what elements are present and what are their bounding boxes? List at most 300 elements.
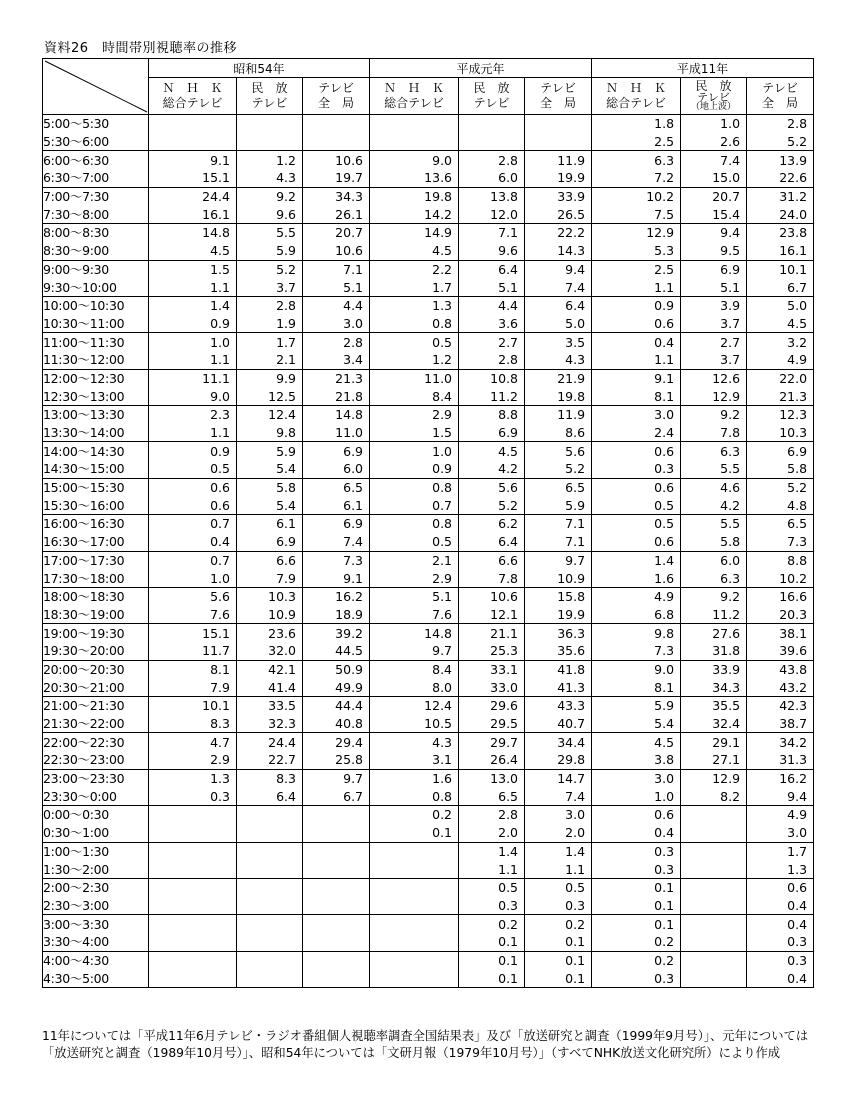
value-cell-h1-nhk: 8.4	[370, 387, 459, 405]
table-row	[43, 878, 814, 896]
value-cell-h1-nhk	[370, 915, 459, 933]
time-slot-cell: 8:30〜9:00	[43, 242, 149, 260]
value-cell-h11-min: 35.5	[681, 697, 747, 715]
value-cell-h11-nhk: 1.1	[592, 278, 681, 296]
value-cell-h11-all: 1.7	[747, 842, 814, 860]
time-slot-cell: 15:30〜16:00	[43, 496, 149, 514]
value-cell-s54-all: 6.5	[303, 478, 370, 496]
value-cell-s54-nhk: 7.6	[149, 606, 237, 624]
value-cell-h1-min: 2.0	[459, 824, 525, 842]
value-cell-h11-all: 6.7	[747, 278, 814, 296]
value-cell-h11-nhk: 0.6	[592, 478, 681, 496]
value-cell-h1-all: 1.4	[525, 842, 592, 860]
value-cell-h11-all: 10.1	[747, 260, 814, 278]
table-row	[43, 169, 814, 187]
value-cell-s54-min: 41.4	[237, 678, 303, 696]
time-slot-cell: 9:00〜9:30	[43, 260, 149, 278]
value-cell-s54-min: 5.4	[237, 496, 303, 514]
value-cell-s54-all	[303, 897, 370, 915]
value-cell-h11-all: 0.3	[747, 933, 814, 951]
value-cell-h1-nhk: 0.8	[370, 478, 459, 496]
value-cell-s54-nhk: 7.9	[149, 678, 237, 696]
value-cell-s54-all: 4.4	[303, 296, 370, 314]
value-cell-h11-nhk: 0.6	[592, 315, 681, 333]
value-cell-h11-nhk: 5.3	[592, 242, 681, 260]
value-cell-s54-all: 10.6	[303, 151, 370, 169]
value-cell-s54-all: 6.1	[303, 496, 370, 514]
value-cell-s54-all: 6.9	[303, 442, 370, 460]
value-cell-h1-all: 7.1	[525, 515, 592, 533]
col-nhk: Ｎ Ｈ Ｋ 総合テレビ	[370, 78, 459, 115]
value-cell-h11-min: 6.3	[681, 569, 747, 587]
value-cell-h1-all: 6.4	[525, 296, 592, 314]
value-cell-h11-min: 2.7	[681, 333, 747, 351]
value-cell-s54-all: 14.8	[303, 406, 370, 424]
value-cell-h1-nhk: 4.3	[370, 733, 459, 751]
value-cell-s54-all: 39.2	[303, 624, 370, 642]
value-cell-h1-min: 21.1	[459, 624, 525, 642]
table-row	[43, 187, 814, 205]
value-cell-h11-min: 5.5	[681, 460, 747, 478]
value-cell-h1-all: 29.8	[525, 751, 592, 769]
value-cell-h11-nhk: 9.0	[592, 660, 681, 678]
value-cell-h1-all: 0.2	[525, 915, 592, 933]
value-cell-h11-nhk: 0.6	[592, 806, 681, 824]
value-cell-s54-nhk: 1.5	[149, 260, 237, 278]
table-row	[43, 442, 814, 460]
value-cell-h11-nhk: 6.3	[592, 151, 681, 169]
value-cell-s54-nhk: 1.0	[149, 333, 237, 351]
time-slot-cell: 11:00〜11:30	[43, 333, 149, 351]
value-cell-h1-all: 9.4	[525, 260, 592, 278]
value-cell-h1-nhk: 0.8	[370, 315, 459, 333]
value-cell-h11-min: 5.8	[681, 533, 747, 551]
value-cell-h1-nhk: 7.6	[370, 606, 459, 624]
value-cell-h11-nhk: 0.3	[592, 969, 681, 987]
time-slot-cell: 7:30〜8:00	[43, 205, 149, 223]
time-slot-cell: 1:30〜2:00	[43, 860, 149, 878]
value-cell-h11-nhk: 2.5	[592, 260, 681, 278]
value-cell-h1-min: 4.5	[459, 442, 525, 460]
value-cell-h1-nhk	[370, 860, 459, 878]
time-slot-cell: 15:00〜15:30	[43, 478, 149, 496]
value-cell-h1-min: 29.7	[459, 733, 525, 751]
time-slot-cell: 0:00〜0:30	[43, 806, 149, 824]
value-cell-h1-nhk: 19.8	[370, 187, 459, 205]
value-cell-h1-all: 14.7	[525, 769, 592, 787]
value-cell-s54-min: 10.3	[237, 587, 303, 605]
value-cell-h1-min: 3.6	[459, 315, 525, 333]
value-cell-s54-nhk: 0.6	[149, 478, 237, 496]
value-cell-h1-min: 2.8	[459, 351, 525, 369]
value-cell-h1-all: 5.6	[525, 442, 592, 460]
value-cell-h11-all: 4.9	[747, 806, 814, 824]
value-cell-s54-all: 18.9	[303, 606, 370, 624]
value-cell-h11-all: 34.2	[747, 733, 814, 751]
table-row	[43, 787, 814, 805]
value-cell-h11-all: 12.3	[747, 406, 814, 424]
value-cell-h11-all: 5.2	[747, 478, 814, 496]
corner-diagonal	[43, 59, 149, 114]
value-cell-h1-min: 0.1	[459, 951, 525, 969]
value-cell-h11-nhk: 0.9	[592, 296, 681, 314]
value-cell-s54-nhk: 9.1	[149, 151, 237, 169]
value-cell-h11-nhk: 0.3	[592, 460, 681, 478]
value-cell-h11-all: 8.8	[747, 551, 814, 569]
value-cell-h11-min	[681, 933, 747, 951]
value-cell-h11-min: 20.7	[681, 187, 747, 205]
value-cell-h11-min: 32.4	[681, 715, 747, 733]
value-cell-h11-all: 0.4	[747, 969, 814, 987]
value-cell-s54-all: 16.2	[303, 587, 370, 605]
value-cell-h1-nhk: 0.2	[370, 806, 459, 824]
table-row	[43, 315, 814, 333]
table-row	[43, 460, 814, 478]
value-cell-h1-min: 33.1	[459, 660, 525, 678]
value-cell-s54-nhk: 5.6	[149, 587, 237, 605]
table-row	[43, 606, 814, 624]
value-cell-s54-all	[303, 951, 370, 969]
value-cell-h11-min: 4.6	[681, 478, 747, 496]
table-row	[43, 369, 814, 387]
value-cell-h1-nhk: 8.4	[370, 660, 459, 678]
value-cell-h11-nhk: 4.9	[592, 587, 681, 605]
time-slot-cell: 14:00〜14:30	[43, 442, 149, 460]
time-slot-cell: 20:00〜20:30	[43, 660, 149, 678]
time-slot-cell: 4:00〜4:30	[43, 951, 149, 969]
value-cell-s54-nhk: 16.1	[149, 205, 237, 223]
value-cell-h1-min: 0.2	[459, 915, 525, 933]
value-cell-h11-nhk: 2.5	[592, 133, 681, 151]
value-cell-h1-all	[525, 133, 592, 151]
value-cell-s54-min	[237, 951, 303, 969]
table-row	[43, 278, 814, 296]
value-cell-h11-all: 5.2	[747, 133, 814, 151]
value-cell-h11-nhk: 0.2	[592, 951, 681, 969]
value-cell-h1-min: 6.4	[459, 260, 525, 278]
value-cell-h1-nhk: 2.2	[370, 260, 459, 278]
value-cell-h11-all: 22.0	[747, 369, 814, 387]
table-row	[43, 478, 814, 496]
value-cell-h11-all: 21.3	[747, 387, 814, 405]
value-cell-s54-nhk: 15.1	[149, 169, 237, 187]
value-cell-s54-all: 9.1	[303, 569, 370, 587]
value-cell-s54-nhk: 1.1	[149, 351, 237, 369]
value-cell-h11-min: 3.9	[681, 296, 747, 314]
value-cell-h11-nhk: 12.9	[592, 224, 681, 242]
value-cell-h11-nhk: 9.8	[592, 624, 681, 642]
value-cell-h11-all: 31.3	[747, 751, 814, 769]
value-cell-s54-all: 6.0	[303, 460, 370, 478]
value-cell-s54-min	[237, 969, 303, 987]
col-nhk: Ｎ Ｈ Ｋ 総合テレビ	[592, 78, 681, 115]
value-cell-h1-all: 43.3	[525, 697, 592, 715]
value-cell-h1-nhk	[370, 933, 459, 951]
value-cell-h1-all: 40.7	[525, 715, 592, 733]
header-corner	[43, 59, 149, 115]
value-cell-s54-nhk	[149, 824, 237, 842]
era-header-h1: 平成元年	[370, 59, 592, 78]
table-row	[43, 624, 814, 642]
value-cell-h11-nhk: 4.5	[592, 733, 681, 751]
value-cell-h1-min: 6.9	[459, 424, 525, 442]
value-cell-h11-all: 42.3	[747, 697, 814, 715]
value-cell-h1-nhk: 12.4	[370, 697, 459, 715]
value-cell-s54-min: 5.9	[237, 442, 303, 460]
value-cell-h1-nhk: 0.5	[370, 333, 459, 351]
value-cell-s54-nhk: 0.9	[149, 442, 237, 460]
value-cell-s54-nhk	[149, 860, 237, 878]
value-cell-h11-all: 6.9	[747, 442, 814, 460]
value-cell-h11-all: 2.8	[747, 115, 814, 133]
value-cell-s54-nhk: 9.0	[149, 387, 237, 405]
value-cell-h11-min: 7.4	[681, 151, 747, 169]
value-cell-h11-min: 2.6	[681, 133, 747, 151]
value-cell-h11-min: 9.2	[681, 587, 747, 605]
col-nhk: Ｎ Ｈ Ｋ 総合テレビ	[149, 78, 237, 115]
value-cell-h11-nhk: 10.2	[592, 187, 681, 205]
value-cell-s54-nhk: 11.7	[149, 642, 237, 660]
value-cell-s54-min: 6.4	[237, 787, 303, 805]
value-cell-h1-all: 0.1	[525, 951, 592, 969]
value-cell-h1-nhk	[370, 115, 459, 133]
time-slot-cell: 11:30〜12:00	[43, 351, 149, 369]
value-cell-s54-min: 5.9	[237, 242, 303, 260]
value-cell-h1-nhk	[370, 878, 459, 896]
value-cell-h11-all: 10.3	[747, 424, 814, 442]
value-cell-h1-all: 9.7	[525, 551, 592, 569]
value-cell-h1-min: 6.0	[459, 169, 525, 187]
value-cell-s54-all: 44.4	[303, 697, 370, 715]
value-cell-h1-min: 4.2	[459, 460, 525, 478]
value-cell-h1-all: 41.8	[525, 660, 592, 678]
value-cell-h1-min: 25.3	[459, 642, 525, 660]
value-cell-h11-min	[681, 878, 747, 896]
value-cell-h1-nhk: 1.3	[370, 296, 459, 314]
value-cell-h1-all: 5.9	[525, 496, 592, 514]
ratings-table	[42, 58, 814, 988]
value-cell-s54-nhk	[149, 115, 237, 133]
value-cell-s54-all: 6.9	[303, 515, 370, 533]
value-cell-s54-all	[303, 842, 370, 860]
value-cell-s54-all: 44.5	[303, 642, 370, 660]
value-cell-h11-min: 27.6	[681, 624, 747, 642]
value-cell-h11-nhk: 8.1	[592, 387, 681, 405]
col-min: 民 放 テレビ	[459, 78, 525, 115]
value-cell-h1-all: 26.5	[525, 205, 592, 223]
value-cell-h1-nhk: 9.7	[370, 642, 459, 660]
time-slot-cell: 9:30〜10:00	[43, 278, 149, 296]
value-cell-s54-min: 9.8	[237, 424, 303, 442]
value-cell-s54-all	[303, 878, 370, 896]
value-cell-s54-min: 12.5	[237, 387, 303, 405]
value-cell-h1-all: 5.0	[525, 315, 592, 333]
value-cell-s54-min: 3.7	[237, 278, 303, 296]
value-cell-s54-min: 1.9	[237, 315, 303, 333]
value-cell-h11-min: 15.4	[681, 205, 747, 223]
time-slot-cell: 0:30〜1:00	[43, 824, 149, 842]
value-cell-h11-min: 9.4	[681, 224, 747, 242]
value-cell-h11-min: 3.7	[681, 351, 747, 369]
value-cell-h1-nhk	[370, 969, 459, 987]
value-cell-h11-min: 29.1	[681, 733, 747, 751]
table-row	[43, 842, 814, 860]
value-cell-h11-nhk: 3.0	[592, 769, 681, 787]
value-cell-h1-nhk	[370, 951, 459, 969]
table-row	[43, 697, 814, 715]
value-cell-s54-nhk: 2.3	[149, 406, 237, 424]
value-cell-s54-all: 49.9	[303, 678, 370, 696]
value-cell-s54-all: 3.0	[303, 315, 370, 333]
value-cell-s54-min	[237, 915, 303, 933]
value-cell-h1-nhk: 0.8	[370, 515, 459, 533]
value-cell-s54-nhk: 0.3	[149, 787, 237, 805]
value-cell-s54-nhk: 0.7	[149, 515, 237, 533]
footnote-line: 「放送研究と調査（1989年10月号）」、昭和54年については「文研月報（1979年10月号）」（すべてNHK放送文化研究所）により作成	[42, 1046, 781, 1060]
time-slot-cell: 19:30〜20:00	[43, 642, 149, 660]
value-cell-h11-all: 4.5	[747, 315, 814, 333]
time-slot-cell: 1:00〜1:30	[43, 842, 149, 860]
table-row	[43, 115, 814, 133]
value-cell-s54-min: 22.7	[237, 751, 303, 769]
value-cell-h11-nhk: 1.8	[592, 115, 681, 133]
value-cell-s54-min: 5.4	[237, 460, 303, 478]
table-row	[43, 515, 814, 533]
value-cell-s54-min: 32.3	[237, 715, 303, 733]
value-cell-h1-all: 11.9	[525, 406, 592, 424]
time-slot-cell: 18:30〜19:00	[43, 606, 149, 624]
time-slot-cell: 7:00〜7:30	[43, 187, 149, 205]
value-cell-h1-min: 33.0	[459, 678, 525, 696]
value-cell-h1-nhk: 1.7	[370, 278, 459, 296]
value-cell-h1-nhk: 0.8	[370, 787, 459, 805]
table-row	[43, 660, 814, 678]
value-cell-s54-min: 32.0	[237, 642, 303, 660]
value-cell-h11-all: 16.1	[747, 242, 814, 260]
value-cell-h1-nhk: 1.6	[370, 769, 459, 787]
value-cell-h11-all: 0.6	[747, 878, 814, 896]
value-cell-s54-min: 24.4	[237, 733, 303, 751]
value-cell-h1-min: 29.5	[459, 715, 525, 733]
value-cell-h11-all: 16.6	[747, 587, 814, 605]
time-slot-cell: 10:00〜10:30	[43, 296, 149, 314]
value-cell-s54-min	[237, 860, 303, 878]
value-cell-h1-nhk: 10.5	[370, 715, 459, 733]
table-row	[43, 806, 814, 824]
value-cell-h1-all	[525, 115, 592, 133]
value-cell-h1-min: 13.8	[459, 187, 525, 205]
value-cell-h1-all: 2.0	[525, 824, 592, 842]
value-cell-h11-min: 33.9	[681, 660, 747, 678]
era-header-h11: 平成11年	[592, 59, 814, 78]
value-cell-h1-nhk: 8.0	[370, 678, 459, 696]
table-row	[43, 769, 814, 787]
value-cell-s54-all: 26.1	[303, 205, 370, 223]
value-cell-h1-min: 12.0	[459, 205, 525, 223]
value-cell-h11-nhk: 0.3	[592, 860, 681, 878]
value-cell-s54-min: 33.5	[237, 697, 303, 715]
value-cell-h11-nhk: 2.4	[592, 424, 681, 442]
value-cell-h1-all: 21.9	[525, 369, 592, 387]
value-cell-s54-min: 2.8	[237, 296, 303, 314]
value-cell-h1-min: 7.8	[459, 569, 525, 587]
value-cell-h1-nhk: 14.9	[370, 224, 459, 242]
value-cell-h11-all: 43.2	[747, 678, 814, 696]
table-row	[43, 951, 814, 969]
value-cell-s54-min: 9.2	[237, 187, 303, 205]
value-cell-h11-nhk: 0.5	[592, 496, 681, 514]
time-slot-cell: 23:00〜23:30	[43, 769, 149, 787]
value-cell-s54-nhk	[149, 933, 237, 951]
table-row	[43, 260, 814, 278]
value-cell-s54-all: 29.4	[303, 733, 370, 751]
value-cell-h1-min: 2.7	[459, 333, 525, 351]
table-row	[43, 224, 814, 242]
time-slot-cell: 6:30〜7:00	[43, 169, 149, 187]
footnote	[42, 1028, 808, 1062]
value-cell-s54-nhk: 0.4	[149, 533, 237, 551]
time-slot-cell: 16:00〜16:30	[43, 515, 149, 533]
value-cell-s54-min: 1.2	[237, 151, 303, 169]
value-cell-s54-nhk	[149, 806, 237, 824]
value-cell-h1-min: 2.8	[459, 151, 525, 169]
value-cell-h11-min: 6.9	[681, 260, 747, 278]
time-slot-cell: 5:30〜6:00	[43, 133, 149, 151]
value-cell-h1-all: 7.4	[525, 278, 592, 296]
value-cell-h1-min: 0.5	[459, 878, 525, 896]
era-header-s54: 昭和54年	[149, 59, 370, 78]
value-cell-h11-all: 31.2	[747, 187, 814, 205]
value-cell-s54-all: 2.8	[303, 333, 370, 351]
value-cell-h11-min: 6.0	[681, 551, 747, 569]
time-slot-cell: 23:30〜0:00	[43, 787, 149, 805]
value-cell-s54-all	[303, 133, 370, 151]
value-cell-s54-nhk: 1.1	[149, 278, 237, 296]
value-cell-h11-min: 12.9	[681, 769, 747, 787]
value-cell-h1-nhk: 0.1	[370, 824, 459, 842]
value-cell-h11-min: 12.9	[681, 387, 747, 405]
value-cell-h11-min: 12.6	[681, 369, 747, 387]
value-cell-h1-all: 22.2	[525, 224, 592, 242]
value-cell-h1-min	[459, 133, 525, 151]
table-row	[43, 496, 814, 514]
value-cell-h1-all: 19.9	[525, 169, 592, 187]
value-cell-s54-min: 5.5	[237, 224, 303, 242]
value-cell-h1-min	[459, 115, 525, 133]
value-cell-h1-min: 10.6	[459, 587, 525, 605]
table-row	[43, 733, 814, 751]
value-cell-s54-nhk: 8.3	[149, 715, 237, 733]
time-slot-cell: 22:30〜23:00	[43, 751, 149, 769]
value-cell-h11-min: 1.0	[681, 115, 747, 133]
value-cell-h11-nhk: 0.6	[592, 442, 681, 460]
value-cell-s54-all: 20.7	[303, 224, 370, 242]
value-cell-h11-min: 9.2	[681, 406, 747, 424]
table-row	[43, 133, 814, 151]
value-cell-s54-all	[303, 933, 370, 951]
value-cell-h11-min: 11.2	[681, 606, 747, 624]
value-cell-h1-min: 7.1	[459, 224, 525, 242]
value-cell-h11-min	[681, 860, 747, 878]
value-cell-h11-nhk: 0.3	[592, 842, 681, 860]
value-cell-h11-nhk: 1.6	[592, 569, 681, 587]
value-cell-h1-min: 26.4	[459, 751, 525, 769]
value-cell-h11-nhk: 1.0	[592, 787, 681, 805]
value-cell-s54-all	[303, 969, 370, 987]
value-cell-h1-nhk: 1.2	[370, 351, 459, 369]
value-cell-s54-all: 21.3	[303, 369, 370, 387]
value-cell-s54-min: 6.1	[237, 515, 303, 533]
